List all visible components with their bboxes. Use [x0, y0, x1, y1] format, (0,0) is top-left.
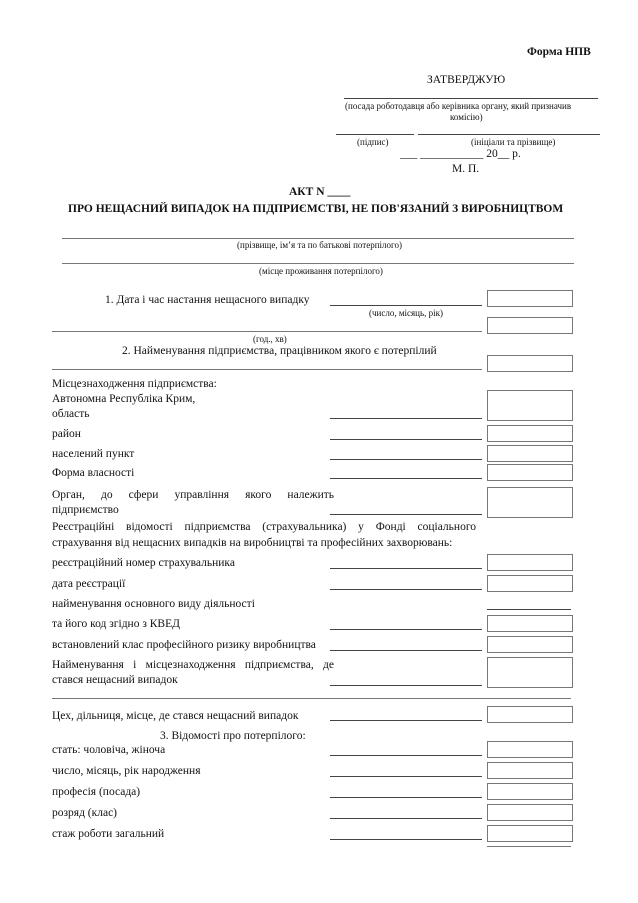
sex-code-box[interactable] [487, 741, 573, 758]
birth-date-line[interactable] [330, 776, 482, 777]
insurer-number-label: реєстраційний номер страхувальника [52, 557, 235, 569]
risk-class-box[interactable] [487, 636, 573, 653]
location-heading: Місцезнаходження підприємства: [52, 378, 217, 390]
grade-code-box[interactable] [487, 804, 573, 821]
employer-name-line[interactable] [52, 369, 482, 370]
victim-name-line[interactable] [62, 238, 574, 239]
risk-class-label: встановлений клас професійного ризику виробництва [52, 639, 316, 651]
initials-caption: (ініціали та прізвище) [471, 137, 556, 147]
kved-label: та його код згідно з КВЕД [52, 618, 180, 630]
approve-label: ЗАТВЕРДЖУЮ [427, 74, 506, 86]
registration-date-box[interactable] [487, 575, 573, 592]
employer-code-box[interactable] [487, 355, 573, 372]
approval-date: ___ ___________ 20__ р. [400, 148, 521, 160]
experience-line[interactable] [330, 839, 482, 840]
experience-code-box[interactable] [487, 825, 573, 842]
kved-line[interactable] [330, 629, 482, 630]
grade-label: розряд (клас) [52, 807, 118, 819]
insurer-number-box[interactable] [487, 554, 573, 571]
region-label-2: область [52, 408, 90, 420]
authority-code-box[interactable] [487, 487, 573, 518]
region-line[interactable] [330, 418, 482, 419]
experience-extra-line[interactable] [487, 846, 571, 847]
region-code-box[interactable] [487, 390, 573, 421]
ownership-code-box[interactable] [487, 464, 573, 481]
accident-date-caption: (число, місяць, рік) [369, 308, 443, 318]
accident-place-label: Найменування і місцезнаходження підприємства, де [52, 659, 334, 671]
district-code-box[interactable] [487, 425, 573, 442]
accident-place-box[interactable] [487, 657, 573, 688]
act-title: АКТ N ____ [289, 186, 351, 198]
risk-class-line[interactable] [330, 650, 482, 651]
victim-name-caption: (прізвище, ім’я та по батькові потерпілого) [237, 240, 402, 250]
accident-time-line[interactable] [52, 331, 482, 332]
signature-line[interactable] [336, 134, 414, 135]
profession-label: професія (посада) [52, 786, 141, 798]
registration-label-2: страхування від нещасних випадків на виробництві та професійних захворювань: [52, 537, 453, 549]
profession-line[interactable] [330, 797, 482, 798]
birth-date-box[interactable] [487, 762, 573, 779]
accident-place-line[interactable] [330, 685, 482, 686]
section2-heading: 2. Найменування підприємства, працівником якого є потерпілий [122, 345, 437, 357]
section3-heading: 3. Відомості про потерпілого: [160, 730, 306, 742]
accident-time-caption: (год., хв) [253, 334, 287, 344]
accident-date-line[interactable] [330, 305, 482, 306]
workshop-label: Цех, дільниця, місце, де стався нещасний випадок [52, 710, 299, 722]
main-activity-line[interactable] [487, 609, 571, 610]
position-caption: (посада роботодавця або керівника органу, який призначив [345, 101, 572, 111]
workshop-line[interactable] [330, 720, 482, 721]
insurer-number-line[interactable] [330, 568, 482, 569]
victim-residence-caption: (місце проживання потерпілого) [259, 266, 383, 276]
registration-date-line[interactable] [330, 589, 482, 590]
authority-label-2: підприємство [52, 504, 119, 516]
authority-line[interactable] [330, 514, 482, 515]
accident-date-code-box[interactable] [487, 290, 573, 307]
position-line[interactable] [344, 98, 598, 99]
region-label: Автономна Республіка Крим, [52, 393, 196, 405]
settlement-line[interactable] [330, 459, 482, 460]
initials-line[interactable] [418, 134, 600, 135]
birth-date-label: число, місяць, рік народження [52, 765, 201, 777]
main-activity-label: найменування основного виду діяльності [52, 598, 255, 610]
form-label: Форма НПВ [527, 46, 591, 58]
accident-time-code-box[interactable] [487, 317, 573, 334]
signature-caption: (підпис) [357, 137, 389, 147]
grade-line[interactable] [330, 818, 482, 819]
victim-residence-line[interactable] [62, 263, 574, 264]
workshop-code-box[interactable] [487, 706, 573, 723]
sex-line[interactable] [330, 755, 482, 756]
district-label: район [52, 428, 81, 440]
registration-label: Реєстраційні відомості підприємства (страхувальника) у Фонді соціального [52, 521, 476, 533]
accident-place-line-2[interactable] [52, 698, 571, 699]
act-subtitle: ПРО НЕЩАСНИЙ ВИПАДОК НА ПІДПРИЄМСТВІ, НЕ ПОВ'ЯЗАНИЙ З ВИРОБНИЦТВОМ [68, 203, 564, 215]
sex-label: стать: чоловіча, жіноча [52, 744, 166, 756]
ownership-label: Форма власності [52, 467, 135, 479]
ownership-line[interactable] [330, 478, 482, 479]
kved-code-box[interactable] [487, 615, 573, 632]
settlement-label: населений пункт [52, 448, 135, 460]
experience-label: стаж роботи загальний [52, 828, 165, 840]
position-caption-2: комісію) [450, 112, 483, 122]
registration-date-label: дата реєстрації [52, 578, 126, 590]
profession-code-box[interactable] [487, 783, 573, 800]
settlement-code-box[interactable] [487, 445, 573, 462]
accident-place-label-2: стався нещасний випадок [52, 674, 178, 686]
stamp-label: М. П. [452, 163, 480, 175]
authority-label: Орган, до сфери управління якого належить [52, 489, 334, 501]
section1-heading: 1. Дата і час настання нещасного випадку [105, 294, 310, 306]
district-line[interactable] [330, 439, 482, 440]
